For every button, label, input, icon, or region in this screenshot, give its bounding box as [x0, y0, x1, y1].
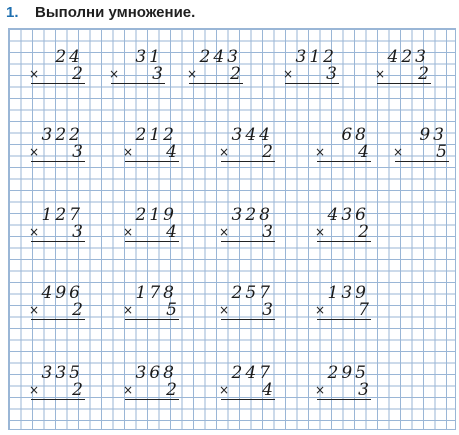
times-sign: ×	[315, 225, 326, 239]
multiplication-problem	[315, 125, 377, 171]
multiplier: 4	[262, 380, 273, 400]
multiplicand: 127	[41, 205, 83, 225]
task-title: Выполни умножение.	[35, 4, 196, 21]
result-underline	[125, 399, 179, 400]
multiplication-problem	[315, 205, 377, 251]
multiplication-problem	[375, 47, 437, 93]
times-sign: ×	[219, 145, 230, 159]
multiplication-problem	[29, 363, 91, 409]
multiplication-problem	[315, 363, 377, 409]
result-underline	[125, 241, 179, 242]
multiplicand: 328	[231, 205, 273, 225]
multiplication-problem	[315, 283, 377, 329]
multiplicand: 436	[327, 205, 369, 225]
result-underline	[111, 83, 165, 84]
task-number: 1.	[6, 4, 19, 21]
times-sign: ×	[123, 225, 134, 239]
multiplication-problem	[219, 125, 281, 171]
result-underline	[221, 319, 275, 320]
multiplication-problem	[123, 283, 185, 329]
times-sign: ×	[219, 383, 230, 397]
result-underline	[221, 241, 275, 242]
multiplication-problem	[123, 363, 185, 409]
exercise-header	[0, 0, 459, 26]
times-sign: ×	[315, 145, 326, 159]
multiplication-problem	[187, 47, 249, 93]
multiplier: 4	[358, 142, 369, 162]
multiplicand: 322	[41, 125, 83, 145]
times-sign: ×	[283, 67, 294, 81]
multiplicand: 368	[135, 363, 177, 383]
times-sign: ×	[123, 303, 134, 317]
multiplier: 3	[262, 300, 273, 320]
result-underline	[317, 399, 371, 400]
result-underline	[317, 319, 371, 320]
multiplier: 3	[262, 222, 273, 242]
multiplication-problem	[123, 205, 185, 251]
times-sign: ×	[219, 225, 230, 239]
multiplier: 7	[358, 300, 369, 320]
multiplication-problem	[393, 125, 455, 171]
multiplier: 2	[166, 380, 177, 400]
result-underline	[125, 319, 179, 320]
times-sign: ×	[315, 303, 326, 317]
multiplier: 2	[418, 64, 429, 84]
multiplicand: 212	[135, 125, 177, 145]
times-sign: ×	[375, 67, 386, 81]
result-underline	[317, 241, 371, 242]
multiplicand: 247	[231, 363, 273, 383]
multiplicand: 257	[231, 283, 273, 303]
multiplicand: 31	[135, 47, 163, 67]
multiplier: 2	[262, 142, 273, 162]
multiplicand: 243	[199, 47, 241, 67]
multiplier: 4	[166, 142, 177, 162]
multiplicand: 178	[135, 283, 177, 303]
graph-paper-grid	[8, 28, 456, 430]
result-underline	[125, 161, 179, 162]
multiplicand: 219	[135, 205, 177, 225]
multiplication-problem	[109, 47, 171, 93]
result-underline	[221, 399, 275, 400]
multiplier: 3	[152, 64, 163, 84]
times-sign: ×	[187, 67, 198, 81]
result-underline	[31, 83, 85, 84]
result-underline	[221, 161, 275, 162]
multiplication-problem	[219, 283, 281, 329]
multiplication-problem	[283, 47, 345, 93]
times-sign: ×	[315, 383, 326, 397]
multiplicand: 496	[41, 283, 83, 303]
multiplication-problem	[219, 205, 281, 251]
times-sign: ×	[29, 383, 40, 397]
multiplicand: 24	[55, 47, 83, 67]
multiplication-problem	[219, 363, 281, 409]
multiplier: 5	[436, 142, 447, 162]
times-sign: ×	[29, 303, 40, 317]
multiplier: 3	[326, 64, 337, 84]
multiplier: 2	[72, 64, 83, 84]
result-underline	[285, 83, 339, 84]
multiplier: 4	[166, 222, 177, 242]
times-sign: ×	[29, 145, 40, 159]
multiplier: 2	[230, 64, 241, 84]
times-sign: ×	[109, 67, 120, 81]
times-sign: ×	[393, 145, 404, 159]
result-underline	[189, 83, 243, 84]
result-underline	[31, 241, 85, 242]
result-underline	[31, 399, 85, 400]
multiplier: 2	[72, 300, 83, 320]
multiplicand: 139	[327, 283, 369, 303]
multiplicand: 68	[341, 125, 369, 145]
multiplier: 3	[72, 222, 83, 242]
times-sign: ×	[123, 145, 134, 159]
result-underline	[31, 161, 85, 162]
multiplier: 2	[358, 222, 369, 242]
multiplication-problem	[29, 47, 91, 93]
times-sign: ×	[29, 225, 40, 239]
multiplicand: 295	[327, 363, 369, 383]
multiplier: 5	[166, 300, 177, 320]
times-sign: ×	[29, 67, 40, 81]
multiplication-problem	[123, 125, 185, 171]
multiplication-problem	[29, 283, 91, 329]
multiplicand: 335	[41, 363, 83, 383]
result-underline	[31, 319, 85, 320]
multiplicand: 312	[295, 47, 337, 67]
result-underline	[317, 161, 371, 162]
multiplier: 3	[358, 380, 369, 400]
result-underline	[395, 161, 449, 162]
multiplication-problem	[29, 205, 91, 251]
multiplication-problem	[29, 125, 91, 171]
result-underline	[377, 83, 431, 84]
times-sign: ×	[219, 303, 230, 317]
multiplicand: 93	[419, 125, 447, 145]
times-sign: ×	[123, 383, 134, 397]
multiplicand: 423	[387, 47, 429, 67]
multiplier: 2	[72, 380, 83, 400]
multiplicand: 344	[231, 125, 273, 145]
multiplier: 3	[72, 142, 83, 162]
